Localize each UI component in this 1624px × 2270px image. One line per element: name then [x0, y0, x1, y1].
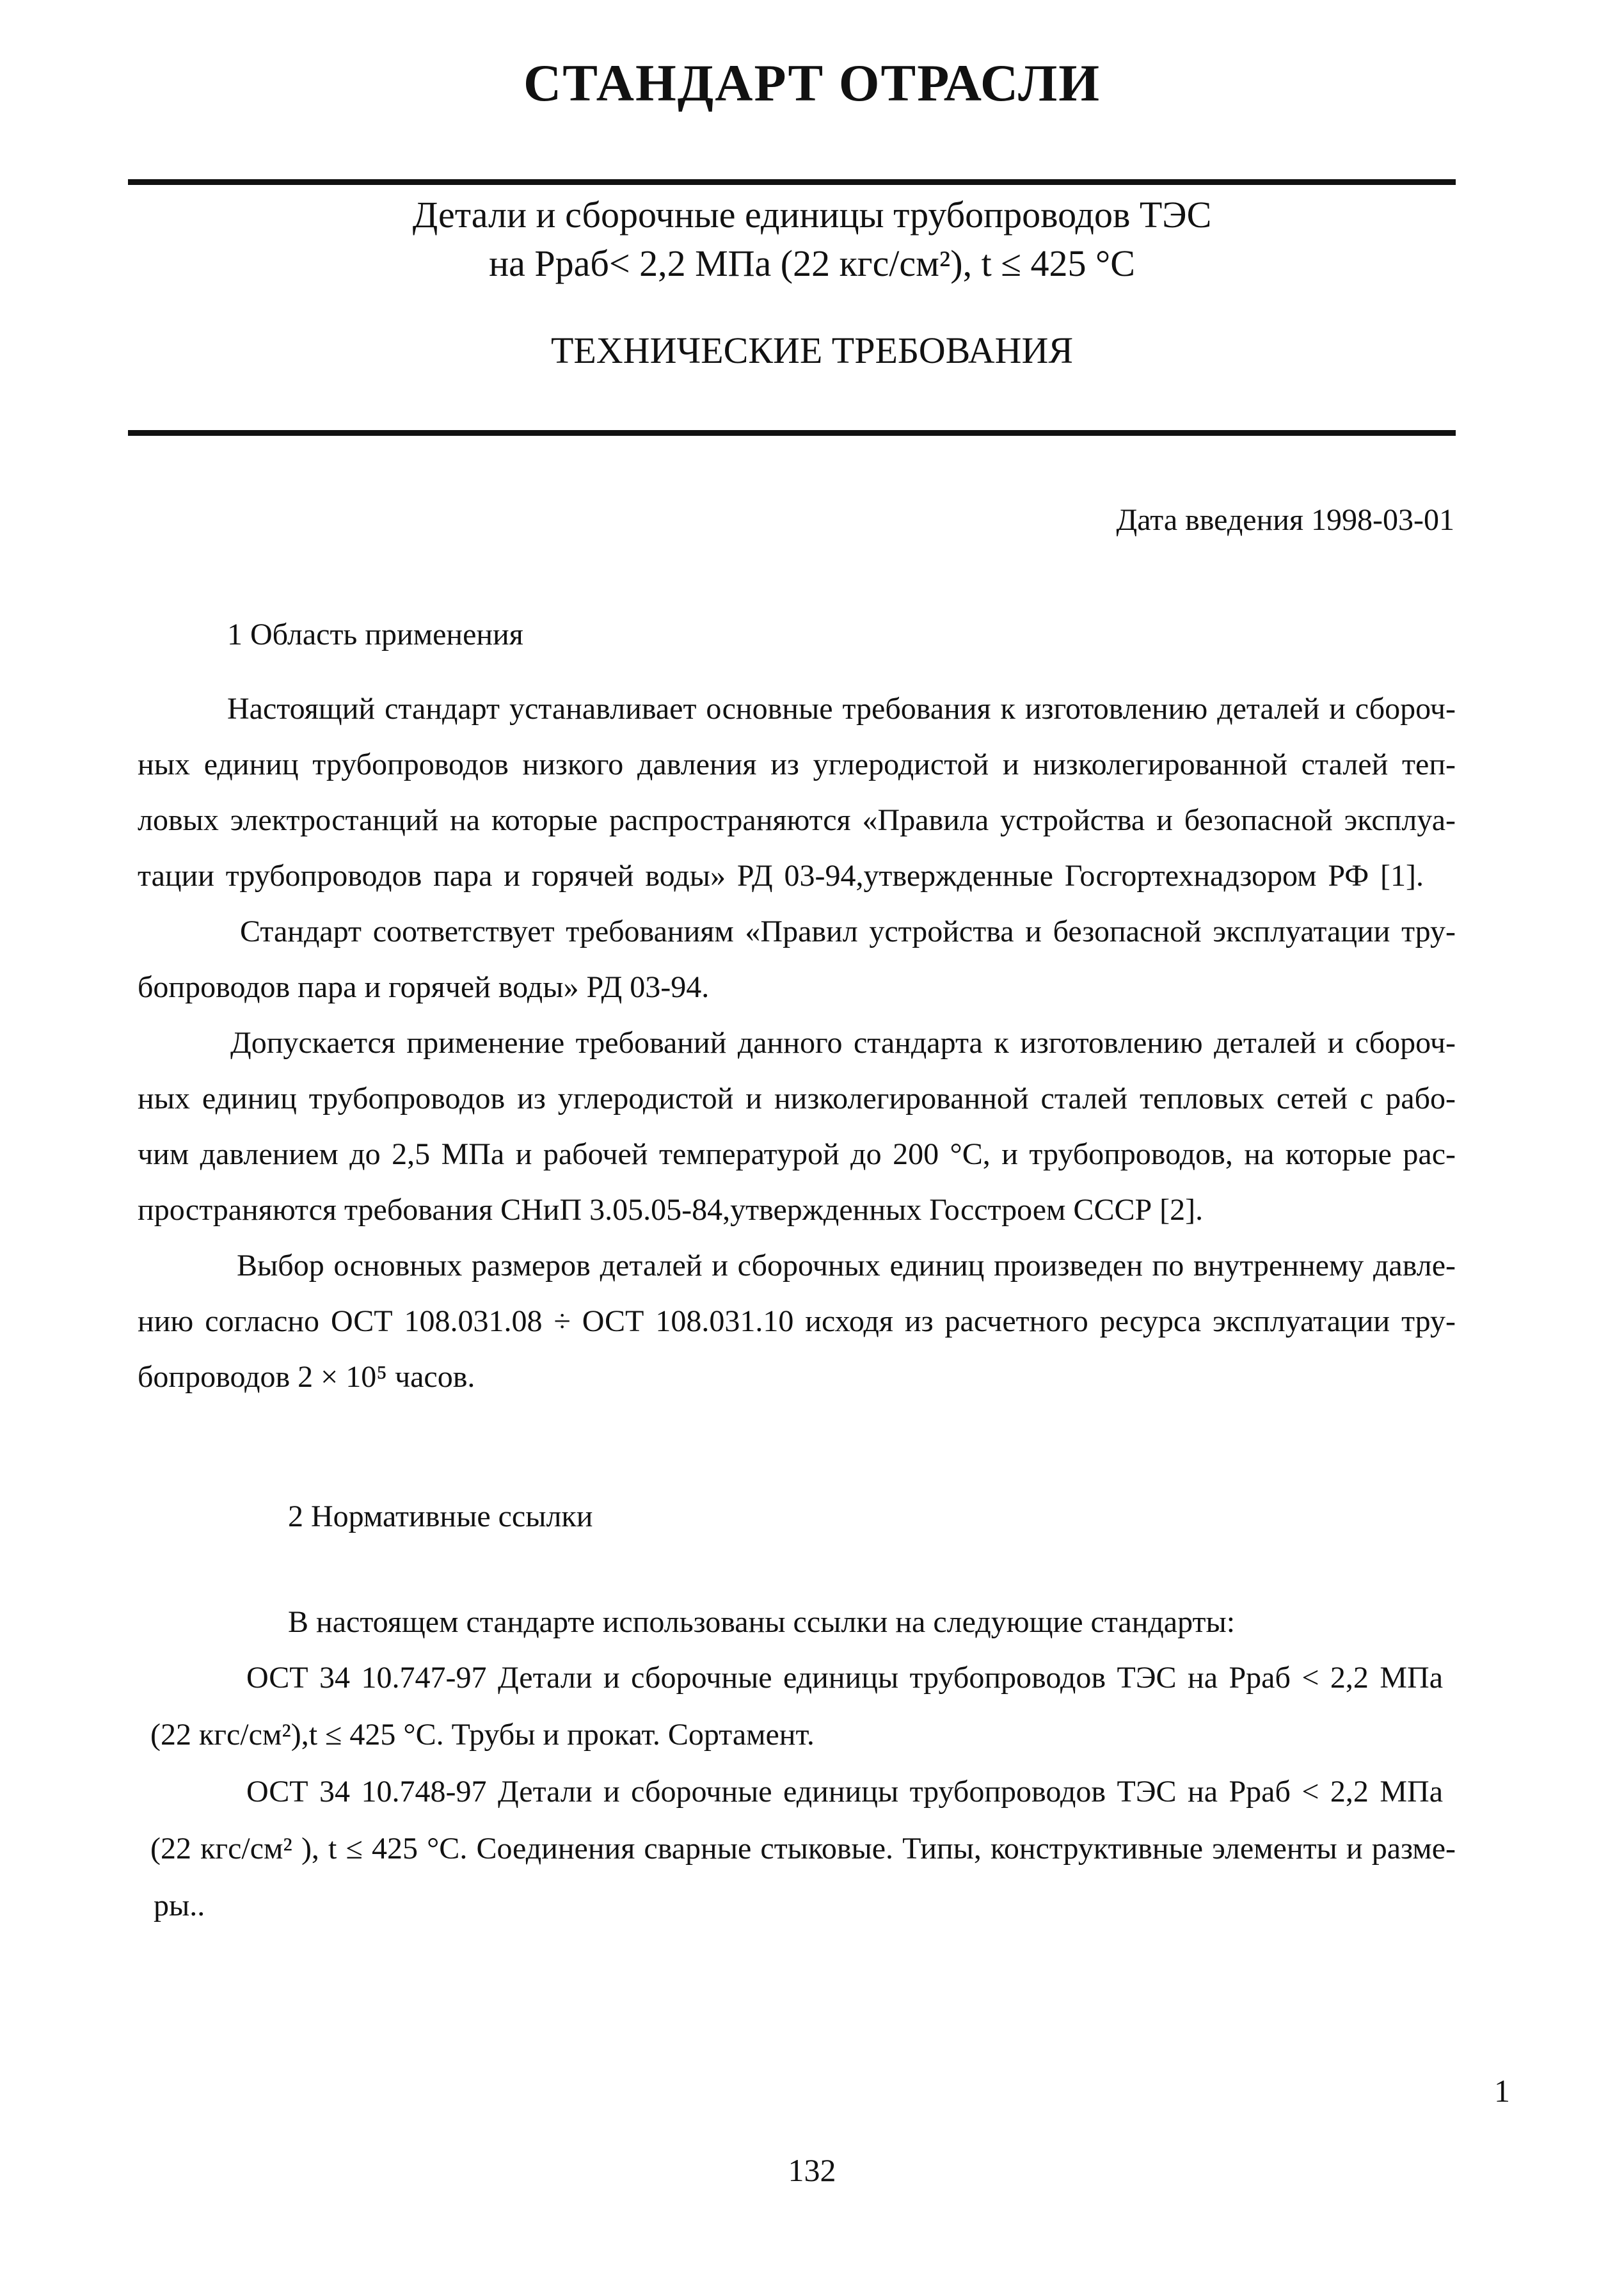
section-1-line: Выбор основных размеров деталей и сборочных единиц произведен по внутреннему давле- [237, 1249, 1456, 1283]
section-2-line: ры.. [154, 1889, 205, 1922]
document-type-heading: ТЕХНИЧЕСКИЕ ТРЕБОВАНИЯ [550, 330, 1074, 371]
section-1-line: Стандарт соответствует требованиям «Правил устройства и безопасной эксплуатации тру- [240, 915, 1456, 948]
section-1-heading: 1 Область применения [227, 618, 523, 651]
top-divider [128, 179, 1456, 185]
section-1-line: чим давлением до 2,5 МПа и рабочей температурой до 200 °С, и трубопроводов, на которые рас- [138, 1137, 1456, 1171]
introduction-date: Дата введения 1998-03-01 [1116, 503, 1454, 537]
section-2-line: В настоящем стандарте использованы ссылки на следующие стандарты: [288, 1605, 1236, 1639]
section-1-line: ловых электростанций на которые распространяются «Правила устройства и безопасной эксплуа- [138, 803, 1456, 837]
page-number: 132 [788, 2152, 836, 2188]
standard-title: СТАНДАРТ ОТРАСЛИ [523, 54, 1101, 112]
section-2-heading: 2 Нормативные ссылки [288, 1499, 593, 1533]
section-2-line: (22 кгс/см²),t ≤ 425 °С. Трубы и прокат. Сортамент. [150, 1718, 815, 1752]
section-1-line: Допускается применение требований данного стандарта к изготовлению деталей и сбороч- [230, 1026, 1456, 1060]
subject-line-1: Детали и сборочные единицы трубопроводов ТЭС [412, 194, 1212, 236]
subject-line-2: на Рраб< 2,2 МПа (22 кгс/см²), t ≤ 425 °С [489, 243, 1135, 284]
section-1-line: ных единиц трубопроводов низкого давления из углеродистой и низколегированной сталей теп- [138, 747, 1456, 781]
section-1-line: бопроводов пара и горячей воды» РД 03-94. [138, 970, 710, 1004]
section-1-line: пространяются требования СНиП 3.05.05-84,утвержденных Госстроем СССР [2]. [138, 1193, 1204, 1227]
section-1-line: нию согласно ОСТ 108.031.08 ÷ ОСТ 108.031.10 исходя из расчетного ресурса эксплуатации тру- [138, 1304, 1456, 1338]
section-1-line: Настоящий стандарт устанавливает основные требования к изготовлению деталей и сбороч- [227, 692, 1456, 726]
section-1-line: ных единиц трубопроводов из углеродистой и низколегированной сталей тепловых сетей с рабо- [138, 1082, 1456, 1115]
section-1-line: тации трубопроводов пара и горячей воды» РД 03-94,утвержденные Госгортехнадзором РФ [1]. [138, 859, 1424, 893]
sheet-number: 1 [1494, 2073, 1510, 2109]
section-2-line: ОСТ 34 10.747-97 Детали и сборочные единицы трубопроводов ТЭС на Рраб < 2,2 МПа [246, 1661, 1443, 1695]
section-1-line: бопроводов 2 × 10⁵ часов. [138, 1360, 475, 1394]
section-2-line: ОСТ 34 10.748-97 Детали и сборочные единицы трубопроводов ТЭС на Рраб < 2,2 МПа [246, 1775, 1443, 1809]
section-2-line: (22 кгс/см² ), t ≤ 425 °С. Соединения сварные стыковые. Типы, конструктивные элементы и разме- [150, 1832, 1456, 1866]
bottom-divider [128, 430, 1456, 436]
